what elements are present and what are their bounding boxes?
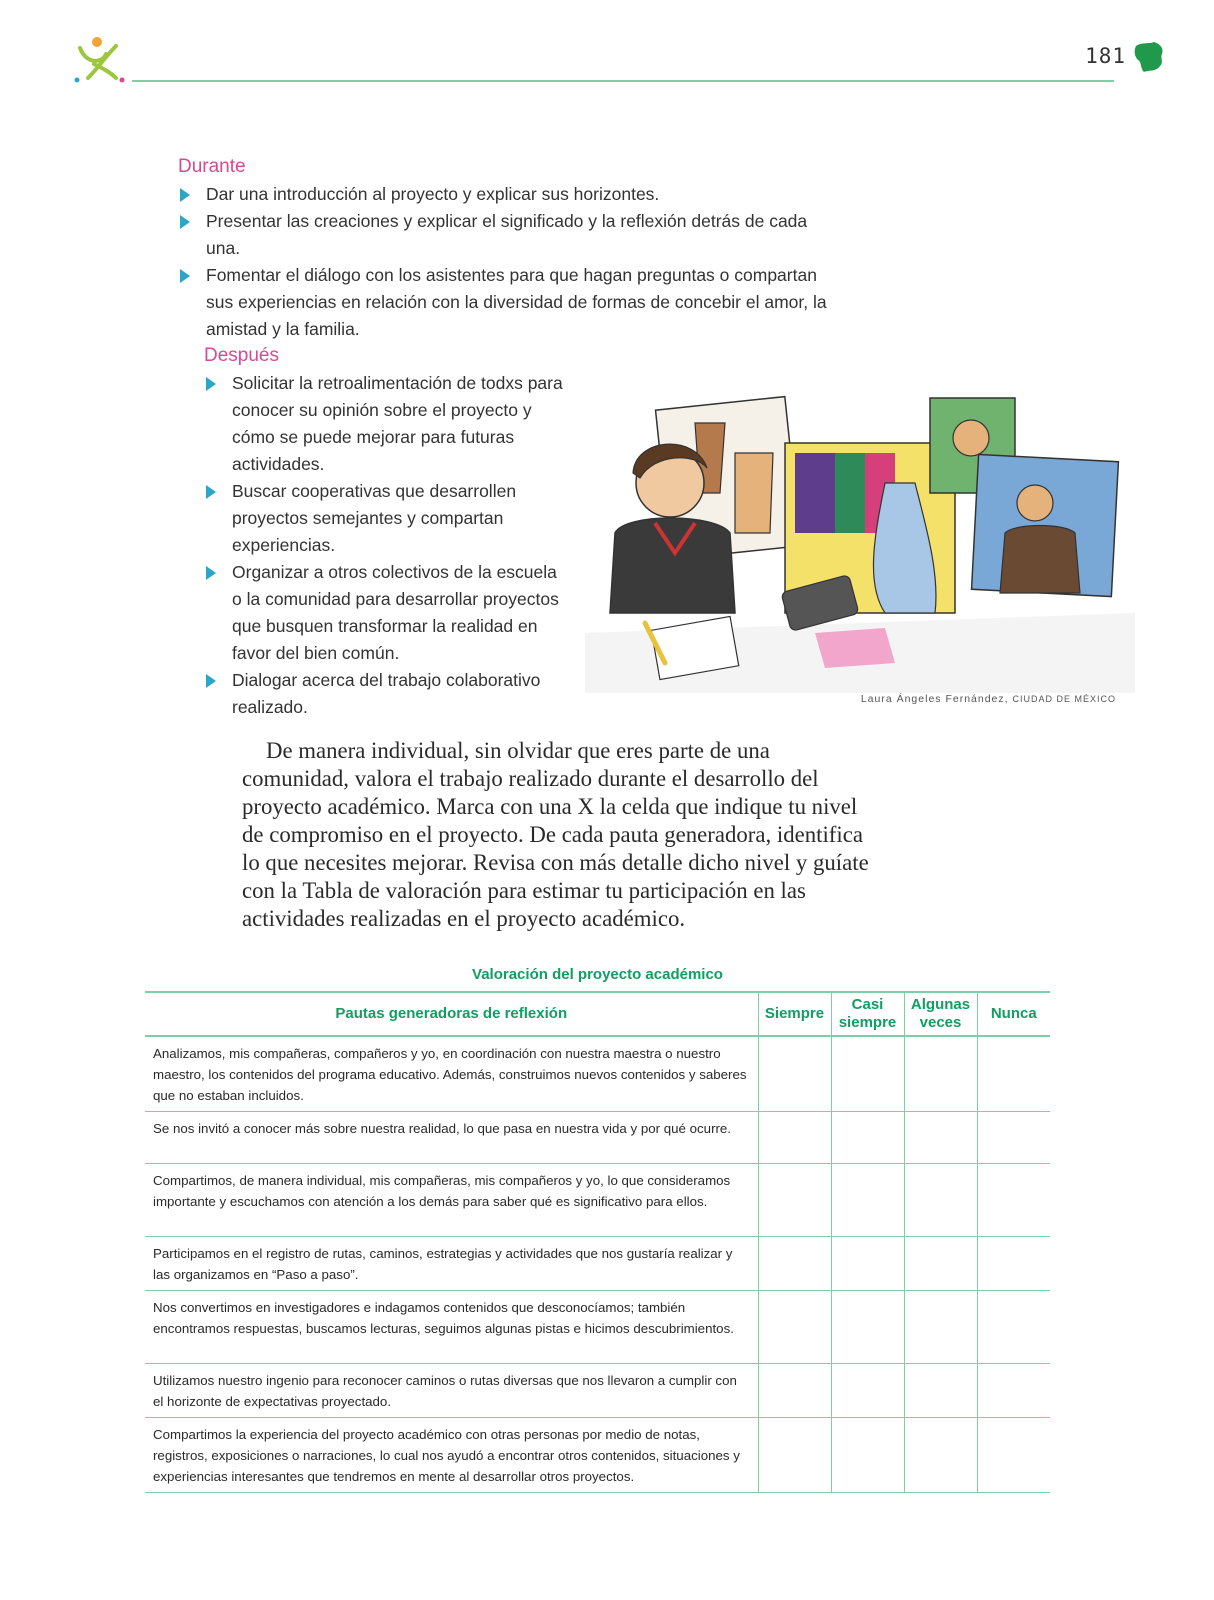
header-pautas: Pautas generadoras de reflexión xyxy=(145,992,758,1036)
cell-casi-siempre[interactable] xyxy=(831,1112,904,1164)
row-statement: Analizamos, mis compañeras, compañeros y yo, en coordinación con nuestra maestra o nuestro maestro, los contenidos del programa educativo. Además, construimos nuevos contenidos y saberes que no estaban incluidos. xyxy=(145,1036,758,1112)
cell-casi-siempre[interactable] xyxy=(831,1364,904,1418)
cell-siempre[interactable] xyxy=(758,1112,831,1164)
cell-siempre[interactable] xyxy=(758,1291,831,1364)
cell-siempre[interactable] xyxy=(758,1237,831,1291)
list-item: Solicitar la retroalimentación de todxs para conocer su opinión sobre el proyecto y cómo se puede mejorar para futuras actividades. xyxy=(204,370,569,478)
page-number: 181 xyxy=(1085,44,1126,68)
bullet-arrow-icon xyxy=(206,566,216,580)
list-item: Presentar las creaciones y explicar el significado y la reflexión detrás de cada una. xyxy=(178,208,838,262)
cell-algunas-veces[interactable] xyxy=(904,1112,977,1164)
header-algunas-veces: Algunas veces xyxy=(904,992,977,1036)
table-row xyxy=(145,1112,1050,1164)
cell-nunca[interactable] xyxy=(977,1164,1050,1237)
header-casi-siempre: Casi siempre xyxy=(831,992,904,1036)
cell-casi-siempre[interactable] xyxy=(831,1418,904,1493)
cell-nunca[interactable] xyxy=(977,1112,1050,1164)
cell-siempre[interactable] xyxy=(758,1036,831,1112)
row-statement: Utilizamos nuestro ingenio para reconocer caminos o rutas diversas que nos llevaron a cumplir con el horizonte de expectativas proyectado. xyxy=(145,1364,758,1418)
green-mexico-map-icon xyxy=(1132,40,1166,74)
cell-algunas-veces[interactable] xyxy=(904,1237,977,1291)
row-statement: Compartimos, de manera individual, mis compañeras, mis compañeros y yo, lo que consideramos importante y escuchamos con atención a los demás para saber qué es significativo para ellos. xyxy=(145,1164,758,1237)
cell-algunas-veces[interactable] xyxy=(904,1164,977,1237)
table-caption: Valoración del proyecto académico xyxy=(472,966,723,983)
illustration-credit: Laura Ángeles Fernández, CIUDAD DE MÉXICO xyxy=(860,693,1116,705)
list-item: Dar una introducción al proyecto y explicar sus horizontes. xyxy=(178,181,838,208)
bullet-arrow-icon xyxy=(206,485,216,499)
row-statement: Nos convertimos en investigadores e indagamos contenidos que desconocíamos; también encontramos respuestas, buscamos lecturas, seguimos algunas pistas e hicimos descubrimientos. xyxy=(145,1291,758,1364)
bullet-arrow-icon xyxy=(206,377,216,391)
cell-nunca[interactable] xyxy=(977,1364,1050,1418)
table-row xyxy=(145,1291,1050,1364)
header-rule xyxy=(132,80,1114,82)
durante-title: Durante xyxy=(178,156,246,177)
cell-casi-siempre[interactable] xyxy=(831,1036,904,1112)
cell-algunas-veces[interactable] xyxy=(904,1418,977,1493)
despues-title: Después xyxy=(204,345,279,366)
cell-nunca[interactable] xyxy=(977,1237,1050,1291)
intro-paragraph: De manera individual, sin olvidar que eres parte de una comunidad, valora el trabajo realizado durante el desarrollo del proyecto académico. Marca con una X la celda que indique tu nivel de compromiso en el proyecto. De cada pauta generadora, identifica lo que necesites mejorar. Revisa con más detalle dicho nivel y guíate con la Tabla de valoración para estimar tu participación en las actividades realizadas en el proyecto académico. xyxy=(242,738,869,931)
cell-algunas-veces[interactable] xyxy=(904,1291,977,1364)
table-row xyxy=(145,1036,1050,1112)
row-statement: Compartimos la experiencia del proyecto académico con otras personas por medio de notas, registros, exposiciones o narraciones, lo cual nos ayudó a encontrar otros contenidos, situaciones y experiencias interesantes que tendremos en mente al desarrollar otros proyectos. xyxy=(145,1418,758,1493)
cell-siempre[interactable] xyxy=(758,1164,831,1237)
table-row xyxy=(145,1418,1050,1493)
table-header-row xyxy=(145,992,1050,1036)
list-item: Fomentar el diálogo con los asistentes para que hagan preguntas o compartan sus experiencias en relación con la diversidad de formas de concebir el amor, la amistad y la familia. xyxy=(178,262,838,343)
cell-siempre[interactable] xyxy=(758,1364,831,1418)
cell-siempre[interactable] xyxy=(758,1418,831,1493)
durante-list xyxy=(178,181,838,343)
row-statement: Participamos en el registro de rutas, caminos, estrategias y actividades que nos gustaría realizar y las organizamos en “Paso a paso”. xyxy=(145,1237,758,1291)
cell-nunca[interactable] xyxy=(977,1291,1050,1364)
table-row xyxy=(145,1364,1050,1418)
cell-nunca[interactable] xyxy=(977,1036,1050,1112)
bullet-arrow-icon xyxy=(180,269,190,283)
bullet-arrow-icon xyxy=(206,674,216,688)
table-row xyxy=(145,1237,1050,1291)
bullet-arrow-icon xyxy=(180,188,190,202)
table-row xyxy=(145,1164,1050,1237)
list-item: Organizar a otros colectivos de la escuela o la comunidad para desarrollar proyectos que busquen transformar la realidad en favor del bien común. xyxy=(204,559,569,667)
cell-casi-siempre[interactable] xyxy=(831,1291,904,1364)
cell-nunca[interactable] xyxy=(977,1418,1050,1493)
cell-casi-siempre[interactable] xyxy=(831,1164,904,1237)
cell-algunas-veces[interactable] xyxy=(904,1364,977,1418)
cell-casi-siempre[interactable] xyxy=(831,1237,904,1291)
list-item: Dialogar acerca del trabajo colaborativo realizado. xyxy=(204,667,569,721)
header-nunca: Nunca xyxy=(977,992,1050,1036)
evaluation-table xyxy=(145,991,1050,1493)
list-item: Buscar cooperativas que desarrollen proyectos semejantes y compartan experiencias. xyxy=(204,478,569,559)
cell-algunas-veces[interactable] xyxy=(904,1036,977,1112)
header-siempre: Siempre xyxy=(758,992,831,1036)
despues-list xyxy=(204,370,569,721)
person-figure-logo-icon xyxy=(72,34,130,86)
student-collage-illustration xyxy=(585,383,1135,693)
row-statement: Se nos invitó a conocer más sobre nuestra realidad, lo que pasa en nuestra vida y por qué ocurre. xyxy=(145,1112,758,1164)
bullet-arrow-icon xyxy=(180,215,190,229)
